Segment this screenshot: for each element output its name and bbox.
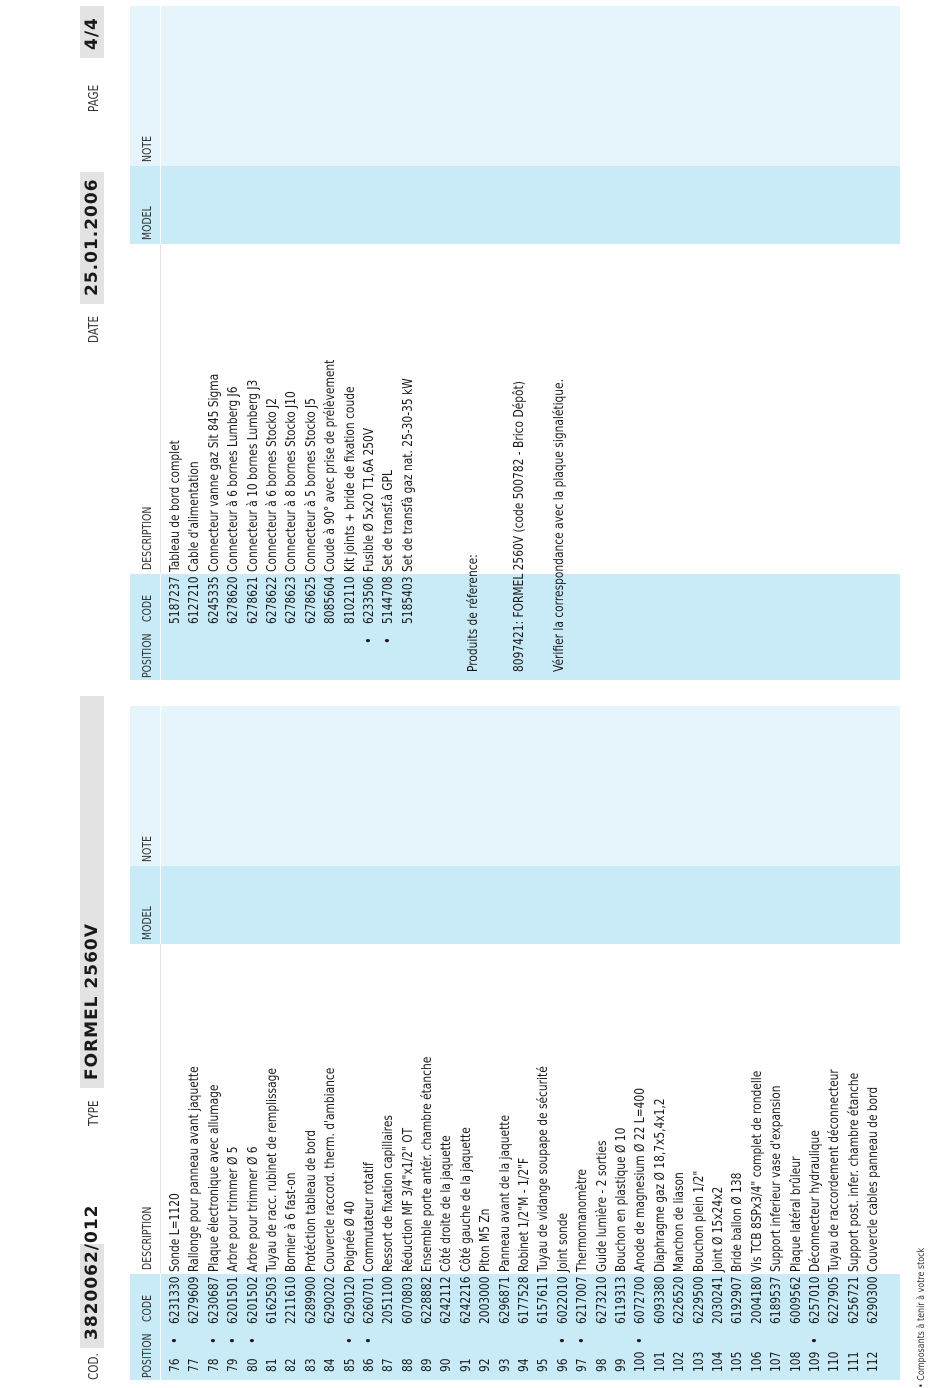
right-parts-table (130, 6, 900, 680)
position-cell: 78 (206, 1358, 222, 1372)
code-cell: 6290120 (342, 1276, 358, 1324)
description-cell: Connecteur à 8 bornes Stocko J10 (284, 391, 300, 572)
table-row (205, 706, 224, 1380)
code-cell: 5144708 (381, 576, 397, 624)
description-cell: Connecteur à 5 bornes Stocko J5 (303, 398, 319, 572)
table-row (612, 706, 631, 1380)
description-cell: Support inferieur vase d'expansion (769, 1085, 785, 1272)
table-row (476, 706, 495, 1380)
table-row (379, 6, 398, 680)
description-cell: Bride ballon Ø 138 (730, 1172, 746, 1272)
position-cell: 101 (652, 1351, 668, 1372)
table-row (399, 6, 418, 680)
table-row (845, 706, 864, 1380)
left-rows (166, 706, 883, 1380)
type-label: TYPE (87, 1100, 102, 1126)
table-row (767, 706, 786, 1380)
description-cell: Poignée Ø 40 (342, 1201, 358, 1272)
code-cell: 6070803 (400, 1276, 416, 1324)
table-row (418, 706, 437, 1380)
position-cell: 85 (342, 1358, 358, 1372)
code-cell: 6127210 (187, 576, 203, 624)
position-cell: 77 (187, 1358, 203, 1372)
table-row (341, 6, 360, 680)
code-cell: 6231330 (168, 1276, 183, 1324)
page-value: 4/4 (80, 6, 104, 58)
description-cell: Rallonge pour panneau avant jaquette (187, 1066, 203, 1272)
code-cell: 6260701 (361, 1276, 377, 1324)
stock-bullet: • (360, 1337, 377, 1344)
description-cell: Ensemble porte antér. chambre étanche (420, 1056, 436, 1272)
table-row (864, 706, 883, 1380)
table-row (360, 6, 379, 680)
cod-label: COD. (87, 1353, 102, 1380)
code-cell: 6072700 (633, 1276, 649, 1324)
code-cell: 6257010 (807, 1276, 823, 1324)
table-row (166, 6, 185, 680)
code-cell: 6278623 (284, 576, 300, 624)
description-cell: Plaque électronique avec allumage (206, 1084, 222, 1272)
model-header: MODEL (140, 206, 154, 240)
description-cell: Réduction MF 3/4"x1/2" OT (400, 1127, 416, 1272)
description-cell: Kit joints + bride de fixation coude (342, 386, 358, 572)
description-cell: Vis TCB 8SPx3/4" complet de rondelle (749, 1070, 765, 1272)
description-cell: Commutateur rotatif (361, 1162, 377, 1272)
position-cell: 83 (303, 1358, 319, 1372)
table-row (593, 706, 612, 1380)
description-cell: Manchon de liason (672, 1172, 688, 1272)
table-row (573, 706, 592, 1380)
reference-verify-note: Vérifier la correspondance avec la plaque signalétique. (552, 378, 567, 672)
description-cell: Guide lumière - 2 sorties (594, 1140, 610, 1272)
position-cell: 102 (672, 1351, 688, 1372)
table-row (748, 706, 767, 1380)
code-cell: 6289900 (303, 1276, 319, 1324)
position-cell: 98 (594, 1358, 610, 1372)
code-header: CODE (140, 1294, 154, 1322)
position-cell: 103 (691, 1351, 707, 1372)
code-cell: 6290300 (866, 1276, 882, 1324)
description-cell: Connecteur à 6 bornes Lumberg J6 (226, 386, 242, 572)
description-cell: Fusible Ø 5x20 T1,6A 250V (361, 427, 377, 572)
code-cell: 8102110 (342, 576, 358, 624)
description-cell: Coude à 90° avec prise de prélèvement (323, 359, 339, 572)
table-row (185, 706, 204, 1380)
table-row (282, 706, 301, 1380)
code-cell: 2003000 (478, 1276, 494, 1324)
code-cell: 6226520 (672, 1276, 688, 1324)
table-row (166, 706, 185, 1380)
code-cell: 6093380 (652, 1276, 668, 1324)
description-cell: Joint Ø 15x24x2 (710, 1186, 726, 1272)
code-cell: 6273210 (594, 1276, 610, 1324)
description-cell: Bouchon plein 1/2" (691, 1170, 707, 1272)
position-cell: 112 (866, 1351, 882, 1372)
table-row (205, 6, 224, 680)
position-cell: 82 (284, 1358, 300, 1372)
code-cell: 6229500 (691, 1276, 707, 1324)
table-row (224, 6, 243, 680)
code-cell: 6119313 (613, 1276, 629, 1324)
description-cell: Arbre pour trimmer Ø 5 (226, 1146, 242, 1272)
code-cell: 6256721 (846, 1276, 862, 1324)
position-cell: 87 (381, 1358, 397, 1372)
description-cell: Connecteur vanne gaz Sit 845 Sigma (206, 373, 222, 572)
position-cell: 107 (769, 1351, 785, 1372)
description-cell: Cable d'alimentation (187, 461, 203, 572)
position-cell: 96 (555, 1358, 571, 1372)
position-cell: 111 (846, 1351, 862, 1372)
description-cell: Protéction tableau de bord (303, 1130, 319, 1272)
table-row (185, 6, 204, 680)
table-row (379, 706, 398, 1380)
description-cell: Joint sonde (555, 1212, 571, 1272)
position-cell: 109 (807, 1351, 823, 1372)
code-cell: 6278625 (303, 576, 319, 624)
code-cell: 6189537 (769, 1276, 785, 1324)
reference-product: 8097421: FORMEL 2560V (code 500782 - Brico Dépôt) (512, 381, 527, 672)
code-cell: 6245335 (206, 576, 222, 624)
description-header: DESCRIPTION (140, 506, 154, 570)
position-cell: 86 (361, 1358, 377, 1372)
description-cell: Connecteur à 6 bornes Stocko J2 (264, 398, 280, 572)
code-cell: 2030241 (710, 1276, 726, 1324)
position-cell: 106 (749, 1351, 765, 1372)
description-cell: Ressort de fixation capillaires (381, 1115, 397, 1272)
table-row (341, 706, 360, 1380)
code-cell: 8085604 (323, 576, 339, 624)
description-header: DESCRIPTION (140, 1206, 154, 1270)
code-cell: 6230687 (206, 1276, 222, 1324)
code-cell: 6296871 (497, 1276, 513, 1324)
table-row (263, 6, 282, 680)
description-cell: Connecteur à 10 bornes Lumberg J3 (245, 379, 261, 572)
position-cell: 81 (264, 1358, 280, 1372)
table-row (437, 706, 456, 1380)
code-cell: 2051100 (381, 1276, 397, 1324)
table-row (321, 6, 340, 680)
table-row (244, 6, 263, 680)
table-row (244, 706, 263, 1380)
table-row (825, 706, 844, 1380)
date-label: DATE (87, 315, 102, 343)
table-row (651, 706, 670, 1380)
position-cell: 79 (226, 1358, 242, 1372)
table-row (709, 706, 728, 1380)
table-row (302, 706, 321, 1380)
code-cell: 6242112 (439, 1276, 455, 1324)
table-row (515, 706, 534, 1380)
position-cell: 105 (730, 1351, 746, 1372)
description-cell: Couvercle raccord. therm. d'ambiance (323, 1067, 339, 1272)
stock-bullet: • (341, 1337, 358, 1344)
code-cell: 6279609 (187, 1276, 203, 1324)
description-cell: Set de transf.à GPL (381, 470, 397, 572)
description-cell: Arbre pour trimmer Ø 6 (245, 1146, 261, 1272)
table-row (496, 706, 515, 1380)
code-cell: 6192907 (730, 1276, 746, 1324)
position-header: POSITION (140, 633, 154, 678)
code-cell: 6177528 (517, 1276, 533, 1324)
description-cell: Thermomanomètre (575, 1169, 591, 1272)
stock-bullet: • (360, 637, 377, 644)
position-cell: 108 (788, 1351, 804, 1372)
code-cell: 6278622 (264, 576, 280, 624)
description-cell: Tuyau de vidange soupape de sécurité (536, 1066, 552, 1272)
code-cell: 6022010 (555, 1276, 571, 1324)
position-cell: 89 (420, 1358, 436, 1372)
table-row (670, 706, 689, 1380)
description-cell: Set de transfà gaz nat. 25-30-35 kW (400, 378, 416, 572)
position-cell: 104 (710, 1351, 726, 1372)
code-cell: 6217007 (575, 1276, 591, 1324)
description-cell: Côté gauche de la jaquette (458, 1127, 474, 1272)
position-cell: 76 (168, 1358, 183, 1372)
table-row (787, 706, 806, 1380)
description-cell: Panneau avant de la jaquette (497, 1114, 513, 1272)
stock-bullet: • (380, 637, 397, 644)
position-cell: 97 (575, 1358, 591, 1372)
table-row (282, 6, 301, 680)
code-header: CODE (140, 594, 154, 622)
description-cell: Tableau de bord complet (168, 440, 183, 572)
position-cell: 91 (458, 1358, 474, 1372)
stock-footnote: • Composants à tenir à votre stock (916, 1247, 927, 1388)
code-cell: 6009562 (788, 1276, 804, 1324)
reference-title: Produits de réference: (466, 554, 481, 672)
description-cell: Déconnecteur hydraulique (807, 1130, 823, 1272)
description-cell: Diaphragme gaz Ø 18,7x5,4x1,2 (652, 1098, 668, 1272)
code-cell: 6162503 (264, 1276, 280, 1324)
position-cell: 80 (245, 1358, 261, 1372)
code-cell: 6290202 (323, 1276, 339, 1324)
description-cell: Anode de magnesium Ø 22 L=400 (633, 1087, 649, 1272)
table-row (806, 706, 825, 1380)
cod-value: 3820062/012 (80, 1244, 104, 1348)
left-parts-table (130, 706, 900, 1380)
code-cell: 2004180 (749, 1276, 765, 1324)
code-cell: 6233506 (361, 576, 377, 624)
stock-bullet: • (205, 1337, 222, 1344)
table-row (631, 706, 650, 1380)
description-cell: Sonde L=1120 (168, 1193, 183, 1272)
position-cell: 88 (400, 1358, 416, 1372)
code-cell: 6228882 (420, 1276, 436, 1324)
stock-bullet: • (574, 1337, 591, 1344)
code-cell: 6201501 (226, 1276, 242, 1324)
table-row (399, 706, 418, 1380)
table-row (224, 706, 243, 1380)
code-cell: 5185403 (400, 576, 416, 624)
description-cell: Côté droite de la jaquette (439, 1135, 455, 1272)
description-cell: Bornier à 6 fast-on (284, 1172, 300, 1272)
page-label: PAGE (87, 84, 102, 112)
description-cell: Tuyau de racc. rubinet de remplissage (264, 1068, 280, 1272)
table-row (360, 706, 379, 1380)
position-cell: 99 (613, 1358, 629, 1372)
code-cell: 6227905 (827, 1276, 843, 1324)
description-cell: Robinet 1/2"M - 1/2"F (517, 1157, 533, 1272)
table-row (263, 706, 282, 1380)
description-cell: Support post. infer. chambre étanche (846, 1072, 862, 1272)
code-cell: 5187237 (168, 576, 183, 624)
position-cell: 92 (478, 1358, 494, 1372)
table-row (457, 706, 476, 1380)
description-cell: Piton M5 Zn (478, 1208, 494, 1272)
code-cell: 6157611 (536, 1276, 552, 1324)
code-cell: 2211610 (284, 1276, 300, 1324)
note-header: NOTE (140, 835, 154, 862)
table-row (302, 6, 321, 680)
position-header: POSITION (140, 1333, 154, 1378)
stock-bullet: • (806, 1337, 823, 1344)
position-cell: 94 (517, 1358, 533, 1372)
model-header: MODEL (140, 906, 154, 940)
code-cell: 6201502 (245, 1276, 261, 1324)
note-header: NOTE (140, 135, 154, 162)
right-rows (166, 6, 418, 680)
table-row (728, 706, 747, 1380)
stock-bullet: • (554, 1337, 571, 1344)
stock-bullet: • (632, 1337, 649, 1344)
position-cell: 90 (439, 1358, 455, 1372)
description-cell: Tuyau de raccordement déconnecteur (827, 1069, 843, 1272)
position-cell: 84 (323, 1358, 339, 1372)
code-cell: 6278621 (245, 576, 261, 624)
position-cell: 100 (633, 1351, 649, 1372)
description-cell: Couvercle cables panneau de bord (866, 1086, 882, 1272)
type-value: FORMEL 2560V (80, 696, 104, 1088)
position-cell: 93 (497, 1358, 513, 1372)
position-cell: 110 (827, 1351, 843, 1372)
table-row (554, 706, 573, 1380)
description-cell: Plaque latéral brûleur (788, 1156, 804, 1272)
code-cell: 6242216 (458, 1276, 474, 1324)
stock-bullet: • (244, 1337, 261, 1344)
stock-bullet: • (225, 1337, 242, 1344)
position-cell: 95 (536, 1358, 552, 1372)
code-cell: 6278620 (226, 576, 242, 624)
table-row (690, 706, 709, 1380)
table-row (534, 706, 553, 1380)
stock-bullet: • (167, 1337, 183, 1344)
date-value: 25.01.2006 (80, 172, 104, 304)
table-row (321, 706, 340, 1380)
description-cell: Bouchon en plastique Ø 10 (613, 1127, 629, 1272)
